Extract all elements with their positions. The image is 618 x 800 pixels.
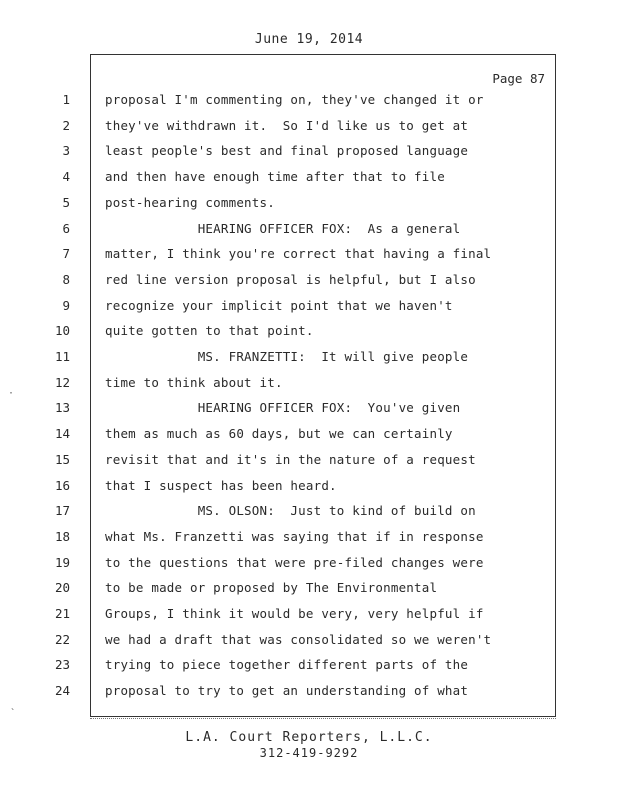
scan-mark: · xyxy=(8,388,15,399)
footer-company: L.A. Court Reporters, L.L.C. xyxy=(185,730,433,745)
line-number: 19 xyxy=(54,554,70,570)
line-number: 20 xyxy=(54,580,70,596)
line-number: 21 xyxy=(54,606,70,621)
line-number: 10 xyxy=(54,323,70,339)
transcript-line: red line version proposal is helpful, but I also xyxy=(105,271,476,287)
line-number: 5 xyxy=(62,194,70,210)
line-number: 24 xyxy=(54,683,70,699)
line-number: 22 xyxy=(54,631,70,647)
page-number: Page 87 xyxy=(492,71,545,86)
header-date: June 19, 2014 xyxy=(254,32,364,47)
line-number: 16 xyxy=(54,477,70,493)
transcript-line: they've withdrawn it. So I'd like us to get at xyxy=(105,117,469,133)
transcript-line: matter, I think you're correct that having a final xyxy=(105,246,492,262)
transcript-line: to be made or proposed by The Environmental xyxy=(105,580,438,596)
scan-mark: ` xyxy=(10,708,17,719)
transcript-line: them as much as 60 days, but we can certainly xyxy=(105,426,453,442)
transcript-line: trying to piece together different parts of the xyxy=(105,657,469,673)
transcript-line: HEARING OFFICER FOX: As a general xyxy=(105,220,461,236)
transcript-line: time to think about it. xyxy=(105,374,283,390)
transcript-line: revisit that and it's in the nature of a request xyxy=(105,451,476,467)
line-number: 15 xyxy=(54,451,70,467)
line-number: 7 xyxy=(62,246,70,262)
transcript-line: recognize your implicit point that we haven't xyxy=(105,297,453,313)
line-number: 12 xyxy=(54,374,70,390)
frame-bottom-rule xyxy=(90,718,556,721)
line-number: 3 xyxy=(62,143,70,159)
footer-phone: 312-419-9292 xyxy=(259,746,359,760)
line-number: 18 xyxy=(54,528,70,544)
line-number: 1 xyxy=(62,92,70,107)
transcript-line: Groups, I think it would be very, very helpful if xyxy=(105,606,484,621)
transcript-line: least people's best and final proposed language xyxy=(105,143,469,159)
line-number: 4 xyxy=(62,169,70,185)
transcript-line: quite gotten to that point. xyxy=(105,323,314,339)
transcript-line: and then have enough time after that to file xyxy=(105,169,445,185)
transcript-line: post-hearing comments. xyxy=(105,194,275,210)
line-number: 17 xyxy=(54,503,70,519)
transcript-line: to the questions that were pre-filed changes were xyxy=(105,554,484,570)
line-number: 23 xyxy=(54,657,70,673)
transcript-line: proposal I'm commenting on, they've changed it or xyxy=(105,92,484,107)
transcript-line: HEARING OFFICER FOX: You've given xyxy=(105,400,461,416)
line-number: 9 xyxy=(62,297,70,313)
line-number: 14 xyxy=(54,426,70,442)
transcript-line: that I suspect has been heard. xyxy=(105,477,337,493)
transcript-line: MS. FRANZETTI: It will give people xyxy=(105,349,469,364)
transcript-line: we had a draft that was consolidated so we weren't xyxy=(105,631,492,647)
line-number: 11 xyxy=(54,349,70,364)
line-number: 13 xyxy=(54,400,70,416)
line-number: 8 xyxy=(62,271,70,287)
line-number: 2 xyxy=(62,117,70,133)
transcript-line: MS. OLSON: Just to kind of build on xyxy=(105,503,476,519)
line-number: 6 xyxy=(62,220,70,236)
transcript-line: what Ms. Franzetti was saying that if in response xyxy=(105,528,484,544)
transcript-line: proposal to try to get an understanding of what xyxy=(105,683,469,699)
